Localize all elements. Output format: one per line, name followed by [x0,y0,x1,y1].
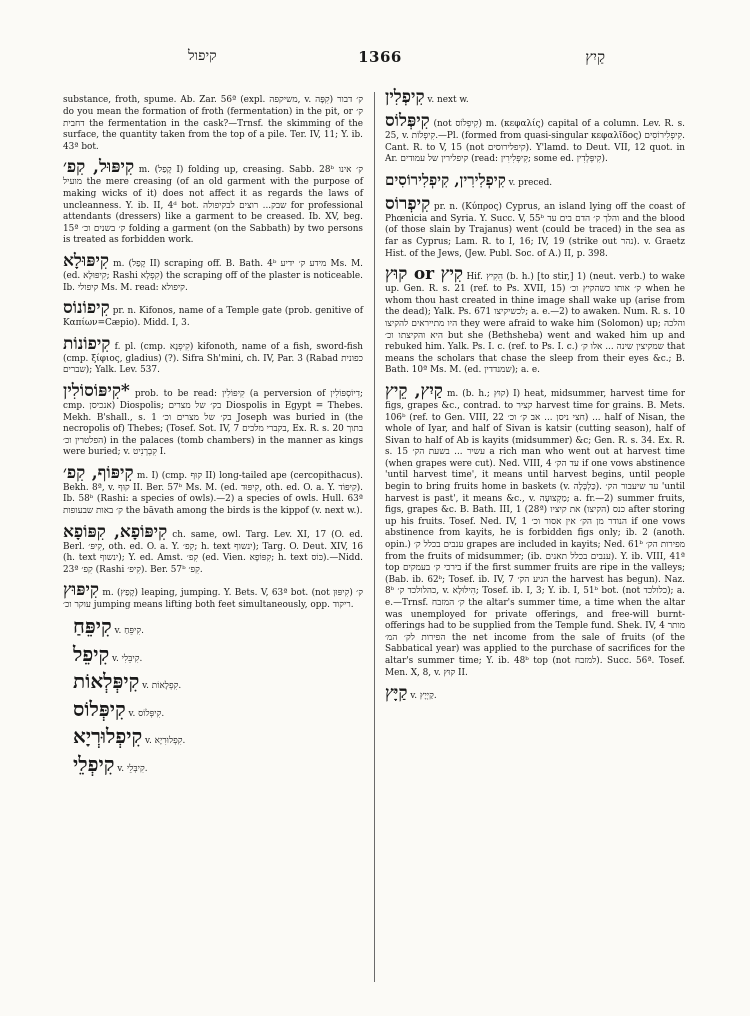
entry [385,265,685,377]
entry [63,252,363,294]
right-column [385,88,685,708]
entry [385,195,685,260]
entry-headword: קִיפֵל [73,641,110,666]
cross-reference-entry [73,696,363,721]
entry-headword: קִיפּוּלָא [63,250,110,271]
entry-headword: קִיפְּלוֹס [385,111,430,131]
entry-text: m. (b. h.; קוּץ) I) heat, midsummer, harvest time for figs, grapes &c., contrad. to קציר harvest time for grains. B. Mets. 106ᵇ (ref. to Gen. VIII, 22 חצי ניסן ... אב ק׳ וכ׳) ... half of Nisan, the whole of Iyar, and half of Sivan is katsir (cutting season), half of Sivan to half of Ab is kayits (midsummer) &c; Gen. R. s. 34. Ex. R. s. 15 עשיר ... בשעת הק׳ a rich man who went out at harvest time (when grapes were cut). Ned. VIII, 4 עד הק׳ if one vows abstinence 'until harvest time', it means until harvest begins, until people begin to bring fruits home in baskets (v. כַּלְכָּלָה). עד שיעבור הק׳ 'until harvest is past', it means &c., v. מַקְצוּעָה; a. fr.—2) summer fruits, figs, grapes &c. B. Bath. III, 1 (28ª) כנס (הקיצו) את קיציו after storing up his fruits. Tosef. Ned. IV, 1 הנודר מן הק׳ אין אסור וכ׳ if one vows abstinence from kayits, he is forbidden figs only; ib. 2 (anoth. opin.) ענבים בכלל ק׳ grapes are included in kayits; Ned. 61ᵇ מפירות הק׳ from the fruits of midsummer; (ib. ענבים בכלל תאנים). Y. ib. VIII, 41ª top בירכי ק׳ בעמקים if the first summer fruits are ripe in the valleys; (Bab. ib. 62ᵇ; Tosef. ib. IV, 7 הגיע הק׳ the harvest has begun). Naz. 8ᵇ כהלולכד ק׳, v. הִילּוּלָא; Tosef. ib. I, 3; Y. ib. I, 51ᵇ bot. (not כלולכד); a. e.—Trnsf. ק׳ המזבח the altar's summer time, a time when the altar was unemployed for private offerings, and free-will burnt-offerings had to be supplied from the Temple fund. Shek. IV, 4 מותר הפירות לק׳ המ׳ the net income from the sale of fruits (of the Sabbatical year) was applied to the purchase of sacrifices for the altar's summer time; Y. ib. 48ᵇ top (not למזבח). Succ. 56ª. Tosef. Men. X, 8, v. קוּץ II. [385,388,686,678]
entry-text: v. קִיפֵּחַ. [114,626,144,637]
cross-reference-entry [73,752,363,776]
entry-text: m. (קָפַל II) scraping off. B. Bath. 4ᵇ מידע ק׳ ידיע Ms. M. (ed. קִיפּוּלָא; Rashi קִפְלָא) the scraping off of the plaster is noticeable. Ib. קיפולי Ms. M. read: קיפולא. [63,258,363,293]
entry [385,684,685,703]
entry-headword: קִיפֵּחַ [73,614,112,639]
entry-headword: קִיץ or קוּץ [385,264,464,285]
entry [63,335,363,377]
cross-reference-entry [73,641,363,666]
entry [63,88,363,153]
header-right-guideword: קַיִץ [585,48,605,66]
entry [63,464,363,518]
entry-headword: קִיפְלֵי [73,752,115,776]
entry-text: v. preced. [508,177,553,188]
entry [385,171,685,190]
entry [385,382,685,679]
entry-headword: קִיפְלִירִין, קִיפְלִירוֹסִים [385,170,506,189]
entry [63,382,363,459]
entry-text: v. קִיפְּלוֹס. [128,708,165,719]
entry-headword: קִיפְּלוֹס [73,696,126,721]
entry-headword: קַיִץ, קֵיץ [385,380,443,401]
entry [385,112,685,166]
entry-text: prob. to be read: קִיפּוֹלִין (a perversion of דִיוֹסְפּוֹלִין; cmp. אנכיסן) Diospolis; בק׳ של מצרים Diospolis in Egypt = Thebes. Mekh. B'shall., s. 1 בק׳ של מצרים וכ׳ Joseph was buried in (the necropolis of) Thebes; (Tosef. Sot. IV, 7 בקברי מלכים, Ex. R. s. 20 בתוך הפלטרין וכ׳) in the palaces (tomb chambers) in the manner as kings were buried; v. קִבְרְנִיט I. [63,388,364,458]
left-column [63,88,363,783]
entry-text: substance, froth, spume. Ab. Zar. 56ª (expl. משיקפה, v. קִפָּה) ק׳ דבור do you mean the formation of froth (fermentation) in the pit, or ק׳ דחבית the fermentation in the cask?—Trnsf. the skimming of the surface, the quantity taken from the top of a pile. Ter. IV, 11; Y. ib. 43ª bot. [63,95,364,152]
entry-text: (not קִיפְלוֹס) m. (κεφαλίς) capital of a column. Lev. R. s. 25, v. קִיפְלוֹת.—Pl. (formed from quasi-singular κεφαλῖδος) קִיפְלִירוֹסִים. Cant. R. to V, 15 (not קיפלירוסים). Y'lamd. to Deut. VII, 12 quot. in Ar. קיפלירין של עמודים (read: קִיפְּלִירִין; some ed. קִיפְּלְדִין). [385,119,685,165]
column-divider [374,92,375,982]
entry-headword: קִיפּוּל, קִפ׳ [63,157,135,178]
entry-headword: קִיפְלִין [385,87,425,107]
entry [63,523,363,577]
entry-text: v. קִיבְּלֵי. [117,764,148,774]
entry-headword: קִיפוֹנוֹת [63,333,111,354]
entry-text: v. קַיְיָץ. [410,691,437,702]
entry-headword: קַיָּץ [385,683,408,704]
entry [63,299,363,330]
entry-text: Hif. הֵקִיץ (b. h.) [to stir,] 1) (neut. verb.) to wake up. Gen. R. s. 21 (ref. to Ps. XVII, 15) ק׳ אותו כשהקיץ וכ׳ when he whom thou hast created in thine image shall wake up (arise from the dead); Yalk. Ps. 671 לכשיקיצו; a. e.—2) to awaken. Num. R. s. 10 היו מתייראים להקיצו they were afraid to wake him (Solomon) up; והלכה היא והקיצתו וכ׳ but she (Bethsheba) went and waked him up and rebuked him. Yalk. Ps. I. c. (ref. to Ps. I. c.) שמקיצין שינה ... אלו ק׳ that means the scholars that chase the sleep from their eyes &c.; B. Bath. 10ª Ms. M. (ed. שמנדדין); a. e. [385,272,686,376]
cross-reference-entry [73,614,363,639]
entry-text: f. pl. (cmp. קִיפְנָא) kifonoth, name of a fish, sword-fish (cmp. ξίφιος, gladius) (?). Sifra Sh'mini, ch. IV, Par. 3 (Rabad כפונית שברים); Yalk. Lev. 537. [63,341,364,376]
entry-text: v. next w. [427,95,469,105]
entry-text: v. קִיבֵּלִי. [112,653,143,664]
entry-headword: קִיפְרוֹס [385,193,431,214]
entry-headword: קִיפוֹנוֹס [63,298,110,319]
entry-headword: קִיפּוֹף, קִפ׳ [63,462,134,483]
entry-headword: קִיפּוֹפָא, קִפּוֹפָא [63,521,168,542]
entry-text: v. קִפְלָאוֹת. [142,681,182,692]
entry [63,581,363,612]
cross-reference-entry [73,724,363,749]
entry-text: pr. n. Kifonos, name of a Temple gate (prob. genitive of Καπίων=Cæpio). Midd. I, 3. [63,306,364,329]
entry [385,88,685,107]
header-left-guideword: קיפול [188,48,217,64]
entry-text: ch. same, owl. Targ. Lev. XI, 17 (O. ed. Berl. קִיפּ׳, oth. ed. O. a. Y. קִפ׳; h. text ינשוף); Targ. O. Deut. XIV, 16 (h. text ינשוף); Y. ed. Amst. קִפ׳ (ed. Vien. קִפּוֹפָא; h. text כּוֹס).—Nidd. 23ª קִפ׳ (Rashi קִיפ׳). Ber. 57ᵇ קִפ׳. [63,529,364,575]
entry-headword: קִיפְלוּרְיָא [73,724,143,749]
cross-reference-entry [73,669,363,694]
entry-text: m. (קָפַל I) folding up, creasing. Sabb. 28ᵇ ק׳ אינו מועיל the mere creasing (of an old garment with the purpose of making wicks of it) does not affect it as regards the laws of uncleanness. Y. ib. II, 4ᵈ bot. שבק... רוצים לבקיפולה for professional attendants (dressers) like a garment to be creased. Ib. XV, beg. 15ª ק׳ בשנים וכ׳ folding a garment (on the Sabbath) by two persons is treated as forbidden work. [63,165,364,246]
running-header [60,48,700,78]
page-number: 1366 [358,48,402,66]
entry [63,158,363,247]
entry-text: v. קִפְלוּרִיָא. [145,736,186,747]
entry-text: m. I) (cmp. קוּף II) long-tailed ape (cercopithacus). Bekh. 8ª, v. קוּף II. Ber. 57ᵇ Ms. M. (ed. קִיפּוּד, oth. ed. O. a. Y. קִיפּוֹד). Ib. 58ᵇ (Rashi: a species of owls).—2) a species of owls. Hull. 63ª ק׳ באות שבעופות the bāvath among the birds is the kippof (v. next w.). [63,470,364,517]
entry-text: pr. n. (Κύπρος) Cyprus, an island lying off the coast of Phœnicia and Syria. Y. Succ. V, 55ᵇ והלך ק׳ הדם בים עד and the blood (of those slain by Trajanus) went (could be traced) in the sea as far as Cyprus; Lam. R. to I, 16; IV, 19 (strike out נהר). v. Graetz Hist. of the Jews, (Jew. Publ. Soc. of A.) II, p. 398. [385,201,686,259]
entry-headword: קִיפּוּץ [63,580,100,601]
entry-text: m. (קָפַץ) leaping, jumping. Y. Bets. V, 63ª bot. (not קִיפּוּן) ק׳ עוקר וכ׳ jumping means lifting both feet simultaneously, opp. ריקוד. [63,588,363,611]
entry-headword: *קִיפּוֹסוֹלִין [63,380,130,401]
entry-headword: קִיפְּלְאוֹת [73,669,140,694]
